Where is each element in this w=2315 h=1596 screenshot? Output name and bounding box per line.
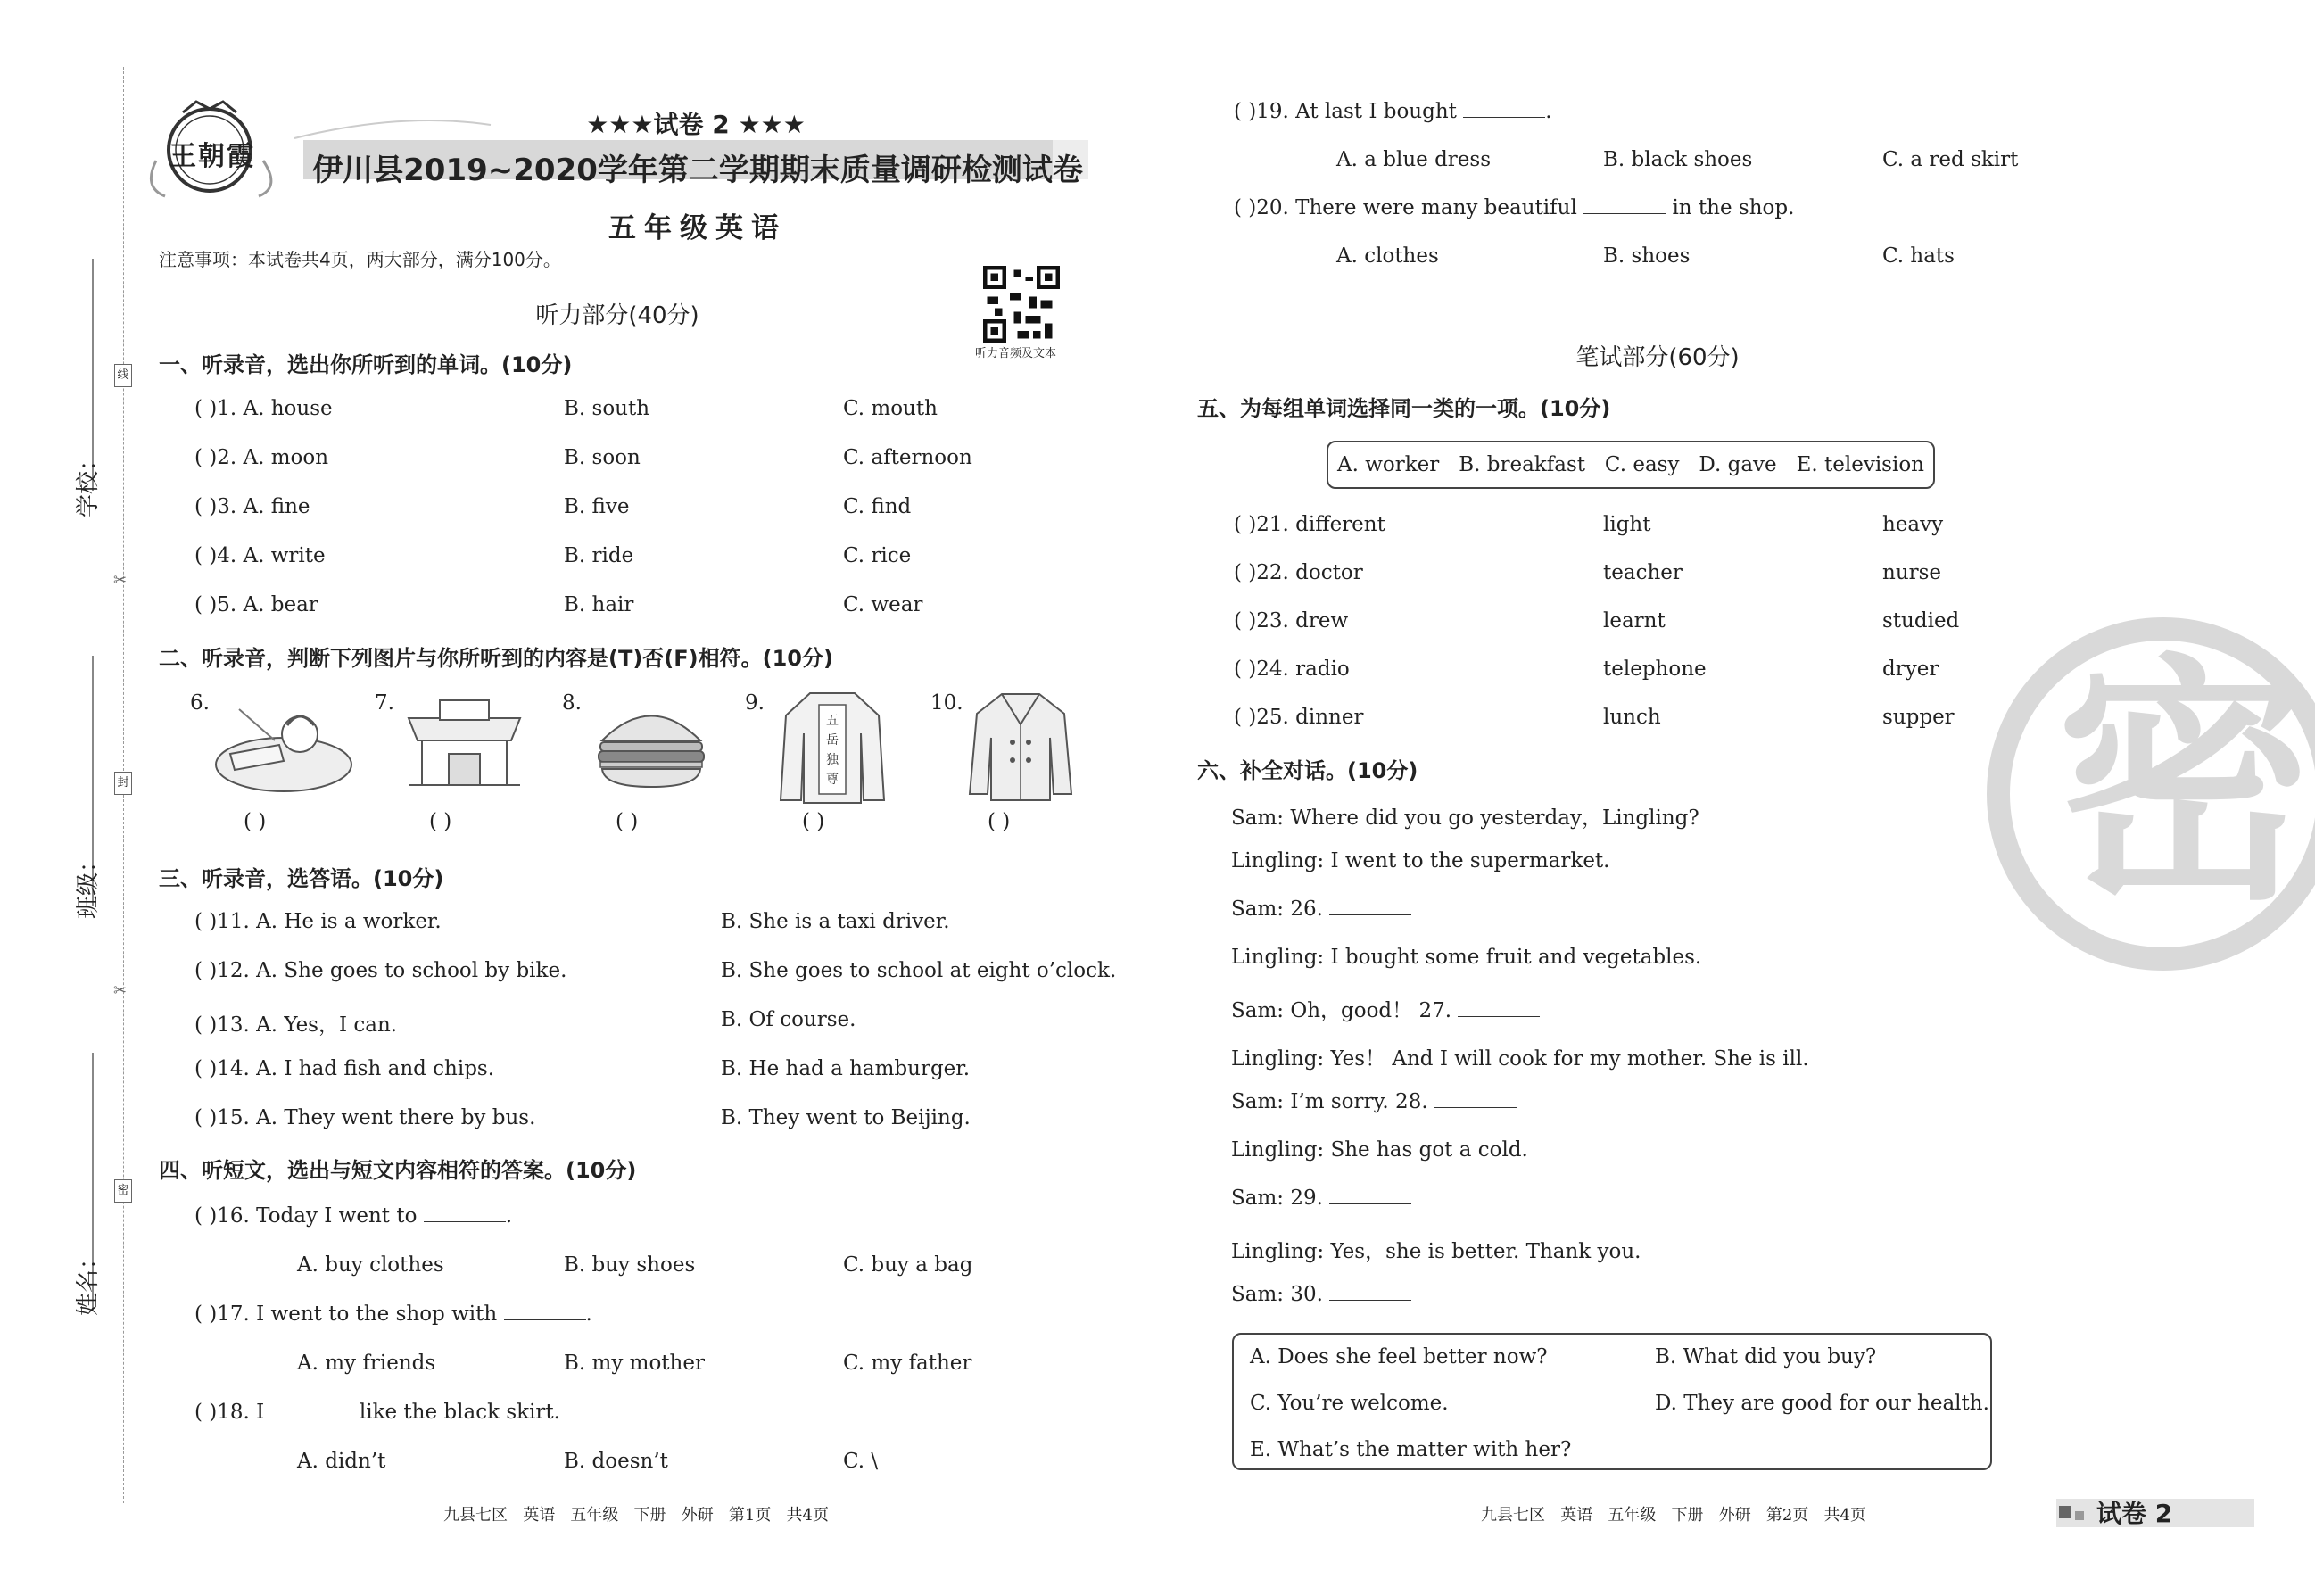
notice: 注意事项：本试卷共4页，两大部分，满分100分。 (159, 249, 561, 270)
option-a[interactable]: A. clothes (1336, 244, 1439, 268)
list-item[interactable]: ( )20. There were many beautiful in the shop. (1234, 196, 1795, 219)
word-bank-box: A. worker B. breakfast C. easy D. gave E. television (1327, 441, 1935, 489)
list-item[interactable]: ( )24. radio (1234, 657, 1350, 681)
footer-tag: 试卷 2 (2096, 1499, 2173, 1528)
answer-blank[interactable] (504, 1319, 586, 1320)
option-c[interactable]: C. afternoon (843, 446, 972, 469)
option-a[interactable]: A. buy clothes (297, 1253, 444, 1277)
word-b: telephone (1603, 657, 1707, 681)
option-b[interactable]: B. hair (564, 593, 634, 616)
answer-bracket[interactable]: ( ) (616, 810, 639, 833)
word-b: light (1603, 513, 1651, 536)
page-footer-right: 九县七区 英语 五年级 下册 外研 第2页 共4页 (1481, 1506, 1866, 1525)
option-c[interactable]: C. buy a bag (843, 1253, 973, 1277)
answer-blank[interactable] (1463, 117, 1545, 118)
list-item[interactable]: ( )2. A. moon (194, 446, 329, 469)
list-item[interactable]: ( )23. drew (1234, 609, 1349, 633)
writing-title: 笔试部分(60分) (1575, 344, 1740, 371)
option-a[interactable]: A. my friends (297, 1352, 436, 1375)
girl-sleeping-icon (212, 691, 355, 798)
word-b: lunch (1603, 706, 1661, 729)
shop-icon (400, 691, 529, 798)
scissors-icon: ✂ (113, 981, 128, 1000)
part1-title: 一、听录音，选出你所听到的单词。(10分) (159, 352, 573, 377)
option-b[interactable]: B. They went to Beijing. (721, 1106, 971, 1129)
option-b[interactable]: B. doesn’t (564, 1450, 668, 1473)
answer-bracket[interactable]: ( ) (429, 810, 452, 833)
dialogue-line: Lingling: She has got a cold. (1231, 1138, 1528, 1162)
option-b[interactable]: B. She is a taxi driver. (721, 910, 950, 933)
list-item[interactable]: ( )12. A. She goes to school by bike. (194, 959, 567, 982)
answer-blank[interactable] (1329, 1300, 1411, 1301)
list-item[interactable]: ( )5. A. bear (194, 593, 318, 616)
word-c: heavy (1882, 513, 1944, 536)
hamburger-icon (593, 696, 709, 798)
svg-text:独: 独 (826, 753, 839, 767)
answer-blank[interactable] (1583, 213, 1666, 214)
option-b[interactable]: B. south (564, 397, 650, 420)
dialogue-line: Sam: 30. (1231, 1283, 1411, 1306)
option-a[interactable]: A. a blue dress (1336, 148, 1492, 171)
option-c: C. You’re welcome. (1250, 1392, 1449, 1415)
logo-text: 王朝霞 (169, 141, 255, 172)
answer-blank[interactable] (1329, 914, 1411, 915)
part2-title: 二、听录音，判断下列图片与你所听到的内容是(T)否(F)相符。(10分) (159, 646, 833, 671)
qr-code-icon[interactable] (983, 266, 1060, 346)
list-item[interactable]: ( )4. A. write (194, 544, 326, 567)
answer-bracket[interactable]: ( ) (988, 810, 1011, 833)
list-item[interactable]: ( )25. dinner (1234, 706, 1364, 729)
paper-tag: ★★★试卷 2 ★★★ (586, 110, 806, 139)
list-item[interactable]: ( )18. I like the black skirt. (194, 1401, 560, 1424)
answer-blank[interactable] (1329, 1203, 1411, 1204)
option-d: D. They are good for our health. (1655, 1392, 1989, 1415)
gutter-mark-mi: 密 (114, 1179, 132, 1203)
coat-icon (968, 689, 1073, 806)
picture-number: 8. (562, 691, 582, 715)
dialogue-line: Sam: 29. (1231, 1187, 1411, 1210)
option-b[interactable]: B. He had a hamburger. (721, 1057, 971, 1080)
part5-title: 五、为每组单词选择同一类的一项。(10分) (1197, 396, 1611, 421)
dialogue-line: Sam: Where did you go yesterday，Lingling? (1231, 806, 1699, 830)
list-item[interactable]: ( )3. A. fine (194, 495, 310, 518)
qr-caption: 听力音频及文本 (975, 347, 1057, 360)
part4-title: 四、听短文，选出与短文内容相符的答案。(10分) (159, 1158, 637, 1183)
answer-bracket[interactable]: ( ) (802, 810, 825, 833)
word-b: learnt (1603, 609, 1666, 633)
svg-text:五: 五 (826, 714, 839, 728)
option-c[interactable]: C. \ (843, 1450, 879, 1473)
word-c: studied (1882, 609, 1960, 633)
list-item[interactable]: ( )13. A. Yes，I can. (194, 1013, 398, 1037)
svg-text:岳: 岳 (826, 733, 839, 748)
list-item[interactable]: ( )15. A. They went there by bus. (194, 1106, 536, 1129)
answer-blank[interactable] (1434, 1107, 1517, 1108)
picture-number: 10. (930, 691, 963, 715)
word-c: dryer (1882, 657, 1939, 681)
option-b[interactable]: B. shoes (1603, 244, 1691, 268)
gutter-mark-xian: 线 (114, 364, 132, 387)
part6-title: 六、补全对话。(10分) (1197, 758, 1418, 783)
list-item[interactable]: ( )11. A. He is a worker. (194, 910, 442, 933)
option-b[interactable]: B. my mother (564, 1352, 705, 1375)
option-b[interactable]: B. buy shoes (564, 1253, 696, 1277)
svg-text:尊: 尊 (826, 773, 839, 787)
option-b[interactable]: B. soon (564, 446, 641, 469)
option-c[interactable]: C. find (843, 495, 912, 518)
part3-title: 三、听录音，选答语。(10分) (159, 866, 444, 891)
option-c[interactable]: C. mouth (843, 397, 938, 420)
option-e: E. What’s the matter with her? (1250, 1438, 1572, 1461)
list-item[interactable]: ( )14. A. I had fish and chips. (194, 1057, 495, 1080)
picture-number: 6. (190, 691, 210, 715)
answer-blank[interactable] (424, 1221, 506, 1222)
footer-square-icon (2059, 1506, 2071, 1518)
option-c[interactable]: C. wear (843, 593, 923, 616)
option-b[interactable]: B. Of course. (721, 1008, 856, 1031)
listening-title: 听力部分(40分) (535, 302, 699, 329)
answer-bracket[interactable]: ( ) (244, 810, 267, 833)
list-item[interactable]: ( )16. Today I went to . (194, 1204, 513, 1228)
option-c[interactable]: C. rice (843, 544, 912, 567)
option-c[interactable]: C. my father (843, 1352, 972, 1375)
word-b: teacher (1603, 561, 1683, 584)
option-c[interactable]: C. hats (1882, 244, 1955, 268)
list-item[interactable]: ( )21. different (1234, 513, 1385, 536)
dialogue-line: Lingling: Yes，she is better. Thank you. (1231, 1240, 1641, 1263)
picture-number: 7. (375, 691, 394, 715)
gutter-mark-feng: 封 (114, 772, 132, 795)
picture-number: 9. (745, 691, 765, 715)
list-item[interactable]: ( )22. doctor (1234, 561, 1363, 584)
scissors-icon: ✂ (113, 571, 128, 590)
jacket-chinese-icon (779, 689, 886, 808)
option-a: A. Does she feel better now? (1250, 1345, 1548, 1369)
name-label: 姓名： (75, 1245, 102, 1316)
option-b: B. What did you buy? (1655, 1345, 1877, 1369)
dialogue-line: Sam: 26. (1231, 897, 1411, 921)
list-item[interactable]: ( )19. At last I bought . (1234, 100, 1552, 123)
list-item[interactable]: ( )17. I went to the shop with . (194, 1302, 592, 1326)
dialogue-line: Lingling: Yes！ And I will cook for my mother. She is ill. (1231, 1047, 1809, 1071)
class-label: 班级： (75, 848, 102, 919)
subject-title: 五年级英语 (608, 212, 787, 244)
watermark-char: 密 (2056, 634, 2315, 935)
dialogue-line: Lingling: I bought some fruit and vegetables. (1231, 946, 1702, 969)
option-b[interactable]: B. five (564, 495, 630, 518)
option-c[interactable]: C. a red skirt (1882, 148, 2019, 171)
option-b[interactable]: B. ride (564, 544, 634, 567)
option-a[interactable]: A. didn’t (297, 1450, 386, 1473)
list-item[interactable]: ( )1. A. house (194, 397, 333, 420)
school-label: 学校： (75, 447, 102, 517)
page-footer-left: 九县七区 英语 五年级 下册 外研 第1页 共4页 (443, 1506, 829, 1525)
dialogue-line: Sam: I’m sorry. 28. (1231, 1090, 1517, 1113)
word-c: nurse (1882, 561, 1942, 584)
word-c: supper (1882, 706, 1955, 729)
exam-title: 伊川县2019~2020学年第二学期期末质量调研检测试卷 (312, 153, 1083, 188)
option-b[interactable]: B. black shoes (1603, 148, 1753, 171)
option-b[interactable]: B. She goes to school at eight o’clock. (721, 959, 1117, 982)
answer-blank[interactable] (1458, 1016, 1540, 1017)
dialogue-line: Lingling: I went to the supermarket. (1231, 849, 1610, 872)
dialogue-line: Sam: Oh，good！ 27. (1231, 994, 1540, 1023)
footer-square-icon (2075, 1511, 2084, 1520)
dialogue-options-box (1232, 1333, 1992, 1470)
